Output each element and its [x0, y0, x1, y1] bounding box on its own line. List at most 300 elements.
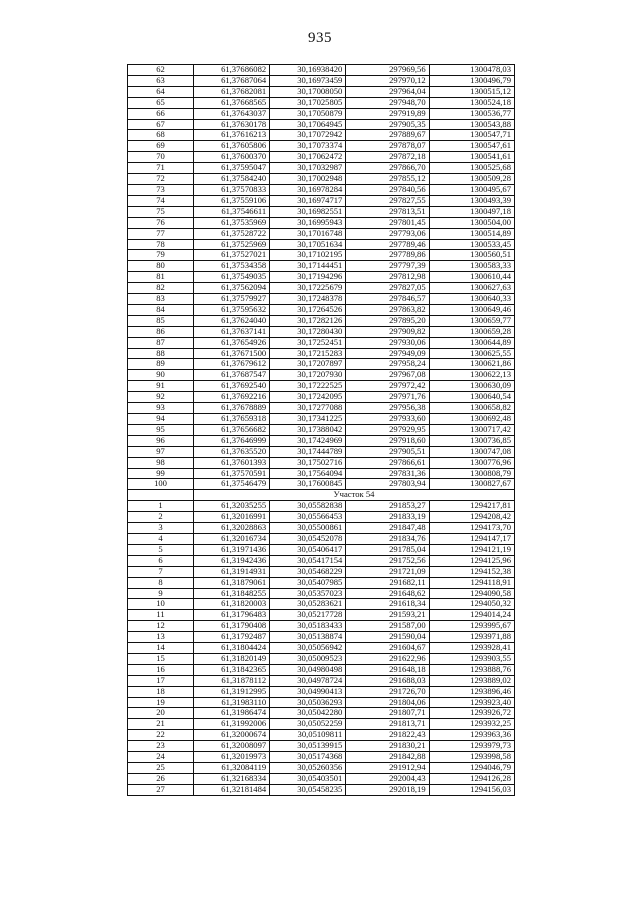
table-row [128, 446, 515, 457]
point-number-cell: 62 [128, 65, 194, 76]
table-row [128, 697, 515, 708]
y-coordinate-cell: 1300747,08 [429, 446, 514, 457]
latitude-cell: 61,37646999 [194, 435, 270, 446]
latitude-cell: 61,37605806 [194, 141, 270, 152]
latitude-cell: 61,32181484 [194, 784, 270, 795]
longitude-cell: 30,17600845 [270, 479, 346, 490]
x-coordinate-cell: 297801,45 [346, 217, 429, 228]
y-coordinate-cell: 1294125,96 [429, 555, 514, 566]
latitude-cell: 61,37692216 [194, 392, 270, 403]
point-number-cell: 21 [128, 719, 194, 730]
point-number-cell: 69 [128, 141, 194, 152]
longitude-cell: 30,05183433 [270, 621, 346, 632]
table-row [128, 621, 515, 632]
latitude-cell: 61,37659318 [194, 414, 270, 425]
x-coordinate-cell: 297970,12 [346, 75, 429, 86]
x-coordinate-cell: 297872,18 [346, 152, 429, 163]
point-number-cell: 95 [128, 424, 194, 435]
y-coordinate-cell: 1300776,96 [429, 457, 514, 468]
y-coordinate-cell: 1300808,79 [429, 468, 514, 479]
table-row [128, 304, 515, 315]
longitude-cell: 30,17025805 [270, 97, 346, 108]
x-coordinate-cell: 297969,56 [346, 65, 429, 76]
y-coordinate-cell: 1293928,41 [429, 643, 514, 654]
x-coordinate-cell: 291726,70 [346, 686, 429, 697]
table-row [128, 686, 515, 697]
longitude-cell: 30,05406417 [270, 544, 346, 555]
y-coordinate-cell: 1293888,76 [429, 664, 514, 675]
y-coordinate-cell: 1294046,79 [429, 763, 514, 774]
latitude-cell: 61,37637141 [194, 326, 270, 337]
table-row [128, 370, 515, 381]
coordinates-table-body [128, 65, 515, 796]
x-coordinate-cell: 297949,09 [346, 348, 429, 359]
longitude-cell: 30,17282126 [270, 315, 346, 326]
table-row [128, 533, 515, 544]
latitude-cell: 61,37686082 [194, 65, 270, 76]
table-row [128, 261, 515, 272]
table-row [128, 675, 515, 686]
longitude-cell: 30,05407985 [270, 577, 346, 588]
coordinates-table [127, 64, 515, 796]
x-coordinate-cell: 297866,61 [346, 457, 429, 468]
point-number-cell: 20 [128, 708, 194, 719]
table-row [128, 86, 515, 97]
table-row [128, 773, 515, 784]
point-number-cell: 12 [128, 621, 194, 632]
y-coordinate-cell: 1293896,46 [429, 686, 514, 697]
table-row [128, 632, 515, 643]
x-coordinate-cell: 297909,82 [346, 326, 429, 337]
point-number-cell: 72 [128, 174, 194, 185]
point-number-cell: 64 [128, 86, 194, 97]
latitude-cell: 61,37570591 [194, 468, 270, 479]
x-coordinate-cell: 297948,70 [346, 97, 429, 108]
table-row [128, 457, 515, 468]
y-coordinate-cell: 1293971,88 [429, 632, 514, 643]
table-row [128, 294, 515, 305]
point-number-cell: 73 [128, 184, 194, 195]
point-number-cell: 80 [128, 261, 194, 272]
y-coordinate-cell: 1293932,25 [429, 719, 514, 730]
point-number-cell: 87 [128, 337, 194, 348]
latitude-cell: 61,37668565 [194, 97, 270, 108]
latitude-cell: 61,37671500 [194, 348, 270, 359]
latitude-cell: 61,32000674 [194, 730, 270, 741]
y-coordinate-cell: 1300659,77 [429, 315, 514, 326]
y-coordinate-cell: 1293923,40 [429, 697, 514, 708]
point-number-cell: 88 [128, 348, 194, 359]
latitude-cell: 61,31820149 [194, 653, 270, 664]
point-number-cell: 22 [128, 730, 194, 741]
longitude-cell: 30,17102195 [270, 250, 346, 261]
point-number-cell: 74 [128, 195, 194, 206]
longitude-cell: 30,17008050 [270, 86, 346, 97]
x-coordinate-cell: 297930,06 [346, 337, 429, 348]
point-number-cell: 100 [128, 479, 194, 490]
longitude-cell: 30,16982551 [270, 206, 346, 217]
longitude-cell: 30,16938420 [270, 65, 346, 76]
x-coordinate-cell: 297813,51 [346, 206, 429, 217]
latitude-cell: 61,31879061 [194, 577, 270, 588]
latitude-cell: 61,37535969 [194, 217, 270, 228]
x-coordinate-cell: 297964,04 [346, 86, 429, 97]
y-coordinate-cell: 1294014,24 [429, 610, 514, 621]
longitude-cell: 30,17207930 [270, 370, 346, 381]
y-coordinate-cell: 1300496,79 [429, 75, 514, 86]
longitude-cell: 30,04980498 [270, 664, 346, 675]
point-number-cell: 97 [128, 446, 194, 457]
x-coordinate-cell: 297866,70 [346, 163, 429, 174]
latitude-cell: 61,37546611 [194, 206, 270, 217]
table-row [128, 65, 515, 76]
point-number-cell: 76 [128, 217, 194, 228]
longitude-cell: 30,05139915 [270, 741, 346, 752]
y-coordinate-cell: 1300692,48 [429, 414, 514, 425]
x-coordinate-cell: 297905,51 [346, 446, 429, 457]
table-row [128, 315, 515, 326]
point-number-cell: 86 [128, 326, 194, 337]
y-coordinate-cell: 1300610,44 [429, 272, 514, 283]
y-coordinate-cell: 1294118,91 [429, 577, 514, 588]
latitude-cell: 61,37525969 [194, 239, 270, 250]
x-coordinate-cell: 291688,03 [346, 675, 429, 686]
table-row [128, 435, 515, 446]
x-coordinate-cell: 297929,95 [346, 424, 429, 435]
latitude-cell: 61,37630178 [194, 119, 270, 130]
table-row [128, 184, 515, 195]
latitude-cell: 61,31804424 [194, 643, 270, 654]
table-row [128, 512, 515, 523]
longitude-cell: 30,17502716 [270, 457, 346, 468]
longitude-cell: 30,05109811 [270, 730, 346, 741]
latitude-cell: 61,37635520 [194, 446, 270, 457]
x-coordinate-cell: 297840,56 [346, 184, 429, 195]
x-coordinate-cell: 291618,34 [346, 599, 429, 610]
x-coordinate-cell: 297933,60 [346, 414, 429, 425]
latitude-cell: 61,32168334 [194, 773, 270, 784]
latitude-cell: 61,37692540 [194, 381, 270, 392]
x-coordinate-cell: 297789,86 [346, 250, 429, 261]
table-row [128, 643, 515, 654]
table-row [128, 468, 515, 479]
latitude-cell: 61,37616213 [194, 130, 270, 141]
longitude-cell: 30,16974717 [270, 195, 346, 206]
table-row [128, 359, 515, 370]
table-row [128, 588, 515, 599]
y-coordinate-cell: 1294217,81 [429, 501, 514, 512]
point-number-cell: 23 [128, 741, 194, 752]
table-row [128, 501, 515, 512]
x-coordinate-cell: 297889,67 [346, 130, 429, 141]
y-coordinate-cell: 1294152,38 [429, 566, 514, 577]
latitude-cell: 61,31912995 [194, 686, 270, 697]
latitude-cell: 61,32016991 [194, 512, 270, 523]
table-row [128, 217, 515, 228]
x-coordinate-cell: 297793,06 [346, 228, 429, 239]
point-number-cell: 18 [128, 686, 194, 697]
x-coordinate-cell: 297827,05 [346, 283, 429, 294]
table-row [128, 544, 515, 555]
longitude-cell: 30,05174368 [270, 752, 346, 763]
y-coordinate-cell: 1293889,02 [429, 675, 514, 686]
table-row [128, 414, 515, 425]
table-row [128, 479, 515, 490]
table-row [128, 577, 515, 588]
y-coordinate-cell: 1300515,12 [429, 86, 514, 97]
table-row [128, 141, 515, 152]
table-row [128, 784, 515, 795]
point-number-cell: 1 [128, 501, 194, 512]
point-number-cell: 27 [128, 784, 194, 795]
point-number-cell: 65 [128, 97, 194, 108]
section-row [128, 490, 515, 501]
point-number-cell: 83 [128, 294, 194, 305]
longitude-cell: 30,17073374 [270, 141, 346, 152]
table-row [128, 708, 515, 719]
latitude-cell: 61,32016734 [194, 533, 270, 544]
table-row [128, 272, 515, 283]
y-coordinate-cell: 1300640,33 [429, 294, 514, 305]
x-coordinate-cell: 297797,39 [346, 261, 429, 272]
longitude-cell: 30,05458235 [270, 784, 346, 795]
point-number-cell: 24 [128, 752, 194, 763]
latitude-cell: 61,31983110 [194, 697, 270, 708]
x-coordinate-cell: 297918,60 [346, 435, 429, 446]
longitude-cell: 30,17444789 [270, 446, 346, 457]
x-coordinate-cell: 297919,89 [346, 108, 429, 119]
point-number-cell: 17 [128, 675, 194, 686]
longitude-cell: 30,04990413 [270, 686, 346, 697]
longitude-cell: 30,05582838 [270, 501, 346, 512]
latitude-cell: 61,37584240 [194, 174, 270, 185]
table-row [128, 130, 515, 141]
y-coordinate-cell: 1293998,58 [429, 752, 514, 763]
x-coordinate-cell: 291721,09 [346, 566, 429, 577]
x-coordinate-cell: 297956,38 [346, 403, 429, 414]
y-coordinate-cell: 1300827,67 [429, 479, 514, 490]
x-coordinate-cell: 291622,96 [346, 653, 429, 664]
latitude-cell: 61,37579927 [194, 294, 270, 305]
x-coordinate-cell: 297971,76 [346, 392, 429, 403]
latitude-cell: 61,37601393 [194, 457, 270, 468]
latitude-cell: 61,37687547 [194, 370, 270, 381]
table-row [128, 250, 515, 261]
table-row [128, 392, 515, 403]
point-number-cell: 96 [128, 435, 194, 446]
point-number-cell: 19 [128, 697, 194, 708]
point-number-cell: 77 [128, 228, 194, 239]
x-coordinate-cell: 292018,19 [346, 784, 429, 795]
table-row [128, 555, 515, 566]
longitude-cell: 30,05283621 [270, 599, 346, 610]
page-number: 935 [308, 30, 332, 46]
point-number-cell: 63 [128, 75, 194, 86]
y-coordinate-cell: 1300495,67 [429, 184, 514, 195]
point-number-cell: 6 [128, 555, 194, 566]
y-coordinate-cell: 1300659,28 [429, 326, 514, 337]
latitude-cell: 61,37595047 [194, 163, 270, 174]
y-coordinate-cell: 1300644,89 [429, 337, 514, 348]
y-coordinate-cell: 1300583,33 [429, 261, 514, 272]
y-coordinate-cell: 1294147,17 [429, 533, 514, 544]
point-number-cell: 66 [128, 108, 194, 119]
y-coordinate-cell: 1300514,89 [429, 228, 514, 239]
longitude-cell: 30,17252451 [270, 337, 346, 348]
y-coordinate-cell: 1300525,68 [429, 163, 514, 174]
table-row [128, 119, 515, 130]
point-number-cell: 82 [128, 283, 194, 294]
point-number-cell: 99 [128, 468, 194, 479]
point-number-cell: 5 [128, 544, 194, 555]
y-coordinate-cell: 1300493,39 [429, 195, 514, 206]
y-coordinate-cell: 1293926,72 [429, 708, 514, 719]
table-row [128, 381, 515, 392]
table-row [128, 195, 515, 206]
point-number-cell: 2 [128, 512, 194, 523]
latitude-cell: 61,37534358 [194, 261, 270, 272]
point-number-cell: 9 [128, 588, 194, 599]
longitude-cell: 30,05500861 [270, 523, 346, 534]
latitude-cell: 61,37600370 [194, 152, 270, 163]
table-row [128, 283, 515, 294]
x-coordinate-cell: 291593,21 [346, 610, 429, 621]
x-coordinate-cell: 297967,08 [346, 370, 429, 381]
x-coordinate-cell: 297827,55 [346, 195, 429, 206]
latitude-cell: 61,31878112 [194, 675, 270, 686]
y-coordinate-cell: 1300621,86 [429, 359, 514, 370]
y-coordinate-cell: 1300504,00 [429, 217, 514, 228]
x-coordinate-cell: 291842,88 [346, 752, 429, 763]
longitude-cell: 30,05052259 [270, 719, 346, 730]
y-coordinate-cell: 1294208,42 [429, 512, 514, 523]
latitude-cell: 61,37527021 [194, 250, 270, 261]
longitude-cell: 30,16995943 [270, 217, 346, 228]
longitude-cell: 30,17064945 [270, 119, 346, 130]
longitude-cell: 30,17388042 [270, 424, 346, 435]
table-row [128, 741, 515, 752]
y-coordinate-cell: 1293995,67 [429, 621, 514, 632]
longitude-cell: 30,05452078 [270, 533, 346, 544]
latitude-cell: 61,32028863 [194, 523, 270, 534]
y-coordinate-cell: 1300543,88 [429, 119, 514, 130]
longitude-cell: 30,05468229 [270, 566, 346, 577]
point-number-cell: 81 [128, 272, 194, 283]
x-coordinate-cell: 291912,94 [346, 763, 429, 774]
table-row [128, 730, 515, 741]
y-coordinate-cell: 1294126,28 [429, 773, 514, 784]
y-coordinate-cell: 1294156,03 [429, 784, 514, 795]
point-number-cell: 15 [128, 653, 194, 664]
y-coordinate-cell: 1300524,18 [429, 97, 514, 108]
longitude-cell: 30,17016748 [270, 228, 346, 239]
y-coordinate-cell: 1300547,71 [429, 130, 514, 141]
latitude-cell: 61,37549035 [194, 272, 270, 283]
y-coordinate-cell: 1293979,73 [429, 741, 514, 752]
latitude-cell: 61,37595632 [194, 304, 270, 315]
table-row [128, 719, 515, 730]
latitude-cell: 61,32035255 [194, 501, 270, 512]
point-number-cell: 91 [128, 381, 194, 392]
table-row [128, 566, 515, 577]
longitude-cell: 30,04978724 [270, 675, 346, 686]
x-coordinate-cell: 291833,19 [346, 512, 429, 523]
point-number-cell: 79 [128, 250, 194, 261]
table-row [128, 108, 515, 119]
x-coordinate-cell: 291604,67 [346, 643, 429, 654]
x-coordinate-cell: 291752,56 [346, 555, 429, 566]
point-number-cell: 71 [128, 163, 194, 174]
latitude-cell: 61,31971436 [194, 544, 270, 555]
x-coordinate-cell: 297855,12 [346, 174, 429, 185]
latitude-cell: 61,31820003 [194, 599, 270, 610]
latitude-cell: 61,31942436 [194, 555, 270, 566]
latitude-cell: 61,31796483 [194, 610, 270, 621]
y-coordinate-cell: 1293963,36 [429, 730, 514, 741]
point-number-cell: 67 [128, 119, 194, 130]
longitude-cell: 30,17564094 [270, 468, 346, 479]
table-row [128, 228, 515, 239]
point-number-cell: 3 [128, 523, 194, 534]
longitude-cell: 30,05056942 [270, 643, 346, 654]
y-coordinate-cell: 1300547,61 [429, 141, 514, 152]
latitude-cell: 61,32084119 [194, 763, 270, 774]
longitude-cell: 30,17207897 [270, 359, 346, 370]
longitude-cell: 30,16978284 [270, 184, 346, 195]
table-row [128, 599, 515, 610]
latitude-cell: 61,37656682 [194, 424, 270, 435]
x-coordinate-cell: 297878,07 [346, 141, 429, 152]
y-coordinate-cell: 1294090,58 [429, 588, 514, 599]
x-coordinate-cell: 297895,20 [346, 315, 429, 326]
point-number-cell: 92 [128, 392, 194, 403]
x-coordinate-cell: 297831,36 [346, 468, 429, 479]
point-number-cell: 16 [128, 664, 194, 675]
y-coordinate-cell: 1300478,03 [429, 65, 514, 76]
point-number-cell: 7 [128, 566, 194, 577]
point-number-cell: 89 [128, 359, 194, 370]
y-coordinate-cell: 1300658,82 [429, 403, 514, 414]
x-coordinate-cell: 297972,42 [346, 381, 429, 392]
section-empty-cell [128, 490, 194, 501]
x-coordinate-cell: 291587,00 [346, 621, 429, 632]
y-coordinate-cell: 1300497,18 [429, 206, 514, 217]
longitude-cell: 30,17051634 [270, 239, 346, 250]
longitude-cell: 30,05417154 [270, 555, 346, 566]
point-number-cell: 78 [128, 239, 194, 250]
x-coordinate-cell: 292004,43 [346, 773, 429, 784]
x-coordinate-cell: 297863,82 [346, 304, 429, 315]
latitude-cell: 61,37679612 [194, 359, 270, 370]
x-coordinate-cell: 291590,04 [346, 632, 429, 643]
point-number-cell: 93 [128, 403, 194, 414]
latitude-cell: 61,37654926 [194, 337, 270, 348]
x-coordinate-cell: 297846,57 [346, 294, 429, 305]
point-number-cell: 98 [128, 457, 194, 468]
table-row [128, 163, 515, 174]
point-number-cell: 75 [128, 206, 194, 217]
longitude-cell: 30,17144451 [270, 261, 346, 272]
latitude-cell: 61,37643037 [194, 108, 270, 119]
table-row [128, 424, 515, 435]
point-number-cell: 25 [128, 763, 194, 774]
y-coordinate-cell: 1293903,55 [429, 653, 514, 664]
table-row [128, 752, 515, 763]
point-number-cell: 85 [128, 315, 194, 326]
longitude-cell: 30,17222525 [270, 381, 346, 392]
y-coordinate-cell: 1300717,42 [429, 424, 514, 435]
x-coordinate-cell: 291648,18 [346, 664, 429, 675]
